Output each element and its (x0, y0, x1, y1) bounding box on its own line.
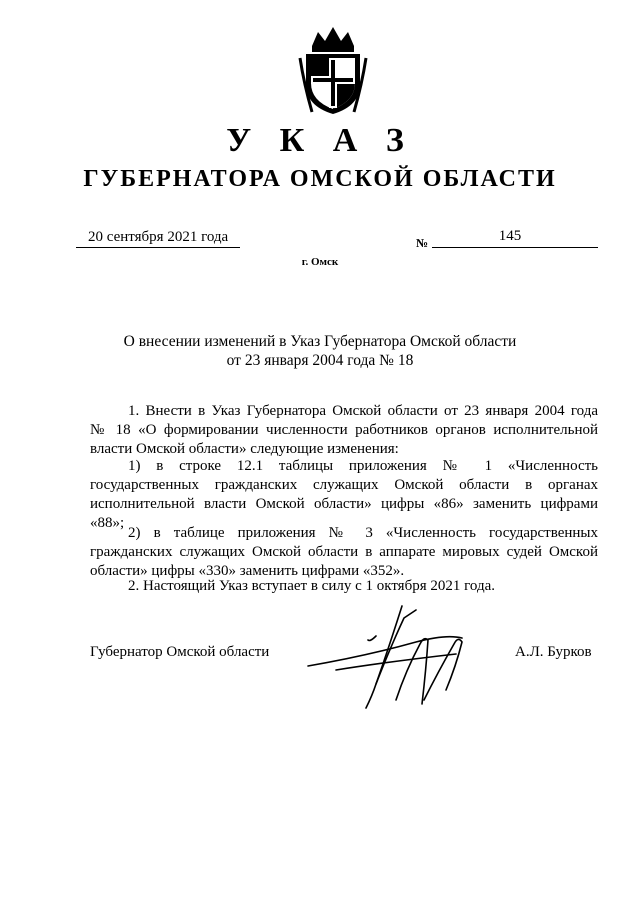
item-2-line-1: 2) в таблице приложения № 3 «Численность государственных (128, 525, 598, 541)
item-1-line-4: «88»; (90, 515, 125, 531)
subject-line-2: от 23 января 2004 года № 18 (226, 352, 414, 369)
paragraph-1-line-1: 1. Внести в Указ Губернатора Омской области от 23 января 2004 года (128, 403, 598, 419)
document-city: г. Омск (301, 256, 339, 268)
document-number: 145 (498, 228, 522, 244)
number-underline (432, 247, 598, 248)
document-title: У К А З (226, 122, 414, 159)
date-underline (76, 247, 240, 248)
item-1-line-3: исполнительной власти Омской области» цифры «86» заменить цифрами (90, 496, 598, 512)
item-2-line-3: области» цифры «330» заменить цифрами «352». (90, 563, 405, 579)
subject-line-1: О внесении изменений в Указ Губернатора Омской области (123, 333, 517, 350)
paragraph-1-line-2: № 18 «О формировании численности работников органов исполнительной (90, 422, 598, 438)
signer-name: А.Л. Бурков (515, 644, 592, 660)
paragraph-2: 2. Настоящий Указ вступает в силу с 1 октября 2021 года. (128, 578, 496, 594)
item-2-line-2: гражданских служащих Омской области в аппарате мировых судей Омской (90, 544, 598, 560)
handwritten-signature (306, 600, 476, 718)
coat-of-arms-icon (298, 24, 368, 116)
item-1-line-2: государственных гражданских служащих Омской области в органах (90, 477, 598, 493)
number-sign: № (416, 236, 429, 250)
signer-position: Губернатор Омской области (90, 644, 270, 660)
item-1-line-1: 1) в строке 12.1 таблицы приложения № 1 «Численность (128, 458, 598, 474)
document-issuer: ГУБЕРНАТОРА ОМСКОЙ ОБЛАСТИ (83, 166, 557, 192)
document-date: 20 сентября 2021 года (88, 229, 229, 245)
paragraph-1-line-3: власти Омской области» следующие изменения: (90, 441, 399, 457)
